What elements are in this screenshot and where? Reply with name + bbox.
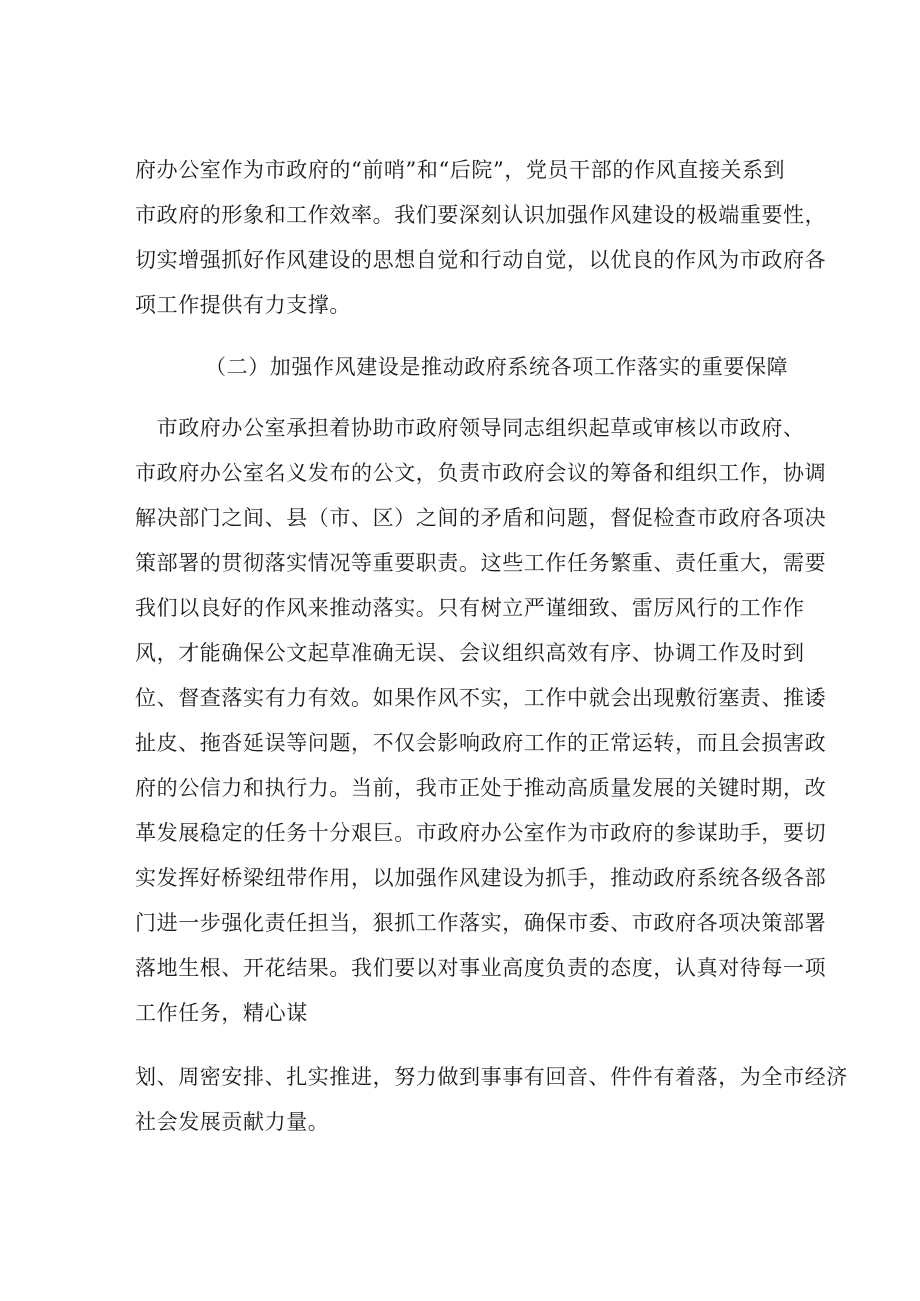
text-line: 社会发展贡献力量。 bbox=[135, 1110, 330, 1134]
text-line: 策部署的贯彻落实情况等重要职责。这些工作任务繁重、责任重大，需要 bbox=[135, 551, 827, 575]
text-line: 实发挥好桥梁纽带作用，以加强作风建设为抓手，推动政府系统各级各部 bbox=[135, 866, 827, 890]
section-heading: （二）加强作风建设是推动政府系统各项工作落实的重要保障 bbox=[205, 355, 789, 379]
text-line: 切实增强抓好作风建设的思想自觉和行动自觉，以优良的作风为市政府各 bbox=[135, 248, 827, 272]
text-line: 市政府的形象和工作效率。我们要深刻认识加强作风建设的极端重要性， bbox=[135, 203, 827, 227]
text-line: 解决部门之间、县（市、区）之间的矛盾和问题，督促检查市政府各项决 bbox=[135, 506, 827, 530]
text-line: 位、督查落实有力有效。如果作风不实，工作中就会出现敷衍塞责、推诿 bbox=[135, 686, 827, 710]
text-line: 革发展稳定的任务十分艰巨。市政府办公室作为市政府的参谋助手，要切 bbox=[135, 821, 827, 845]
text-line: 市政府办公室名义发布的公文，负责市政府会议的筹备和组织工作，协调 bbox=[135, 461, 827, 485]
text-line: 扯皮、拖沓延误等问题，不仅会影响政府工作的正常运转，而且会损害政 bbox=[135, 731, 827, 755]
text-line: 项工作提供有力支撑。 bbox=[135, 293, 351, 317]
text-line: 划、周密安排、扎实推进，努力做到事事有回音、件件有着落，为全市经济 bbox=[135, 1065, 848, 1089]
text-line: 府办公室作为市政府的“前哨”和“后院”，党员干部的作风直接关系到 bbox=[135, 158, 786, 182]
text-line: 门进一步强化责任担当，狠抓工作落实，确保市委、市政府各项决策部署 bbox=[135, 911, 827, 935]
text-line: 我们以良好的作风来推动落实。只有树立严谨细致、雷厉风行的工作作 bbox=[135, 596, 805, 620]
text-line: 工作任务，精心谋 bbox=[135, 1001, 308, 1025]
text-line: 落地生根、开花结果。我们要以对事业高度负责的态度，认真对待每一项 bbox=[135, 956, 827, 980]
text-line: 府的公信力和执行力。当前，我市正处于推动高质量发展的关键时期，改 bbox=[135, 776, 827, 800]
text-line: 市政府办公室承担着协助市政府领导同志组织起草或审核以市政府、 bbox=[135, 416, 805, 440]
text-line: 风，才能确保公文起草准确无误、会议组织高效有序、协调工作及时到 bbox=[135, 641, 805, 665]
